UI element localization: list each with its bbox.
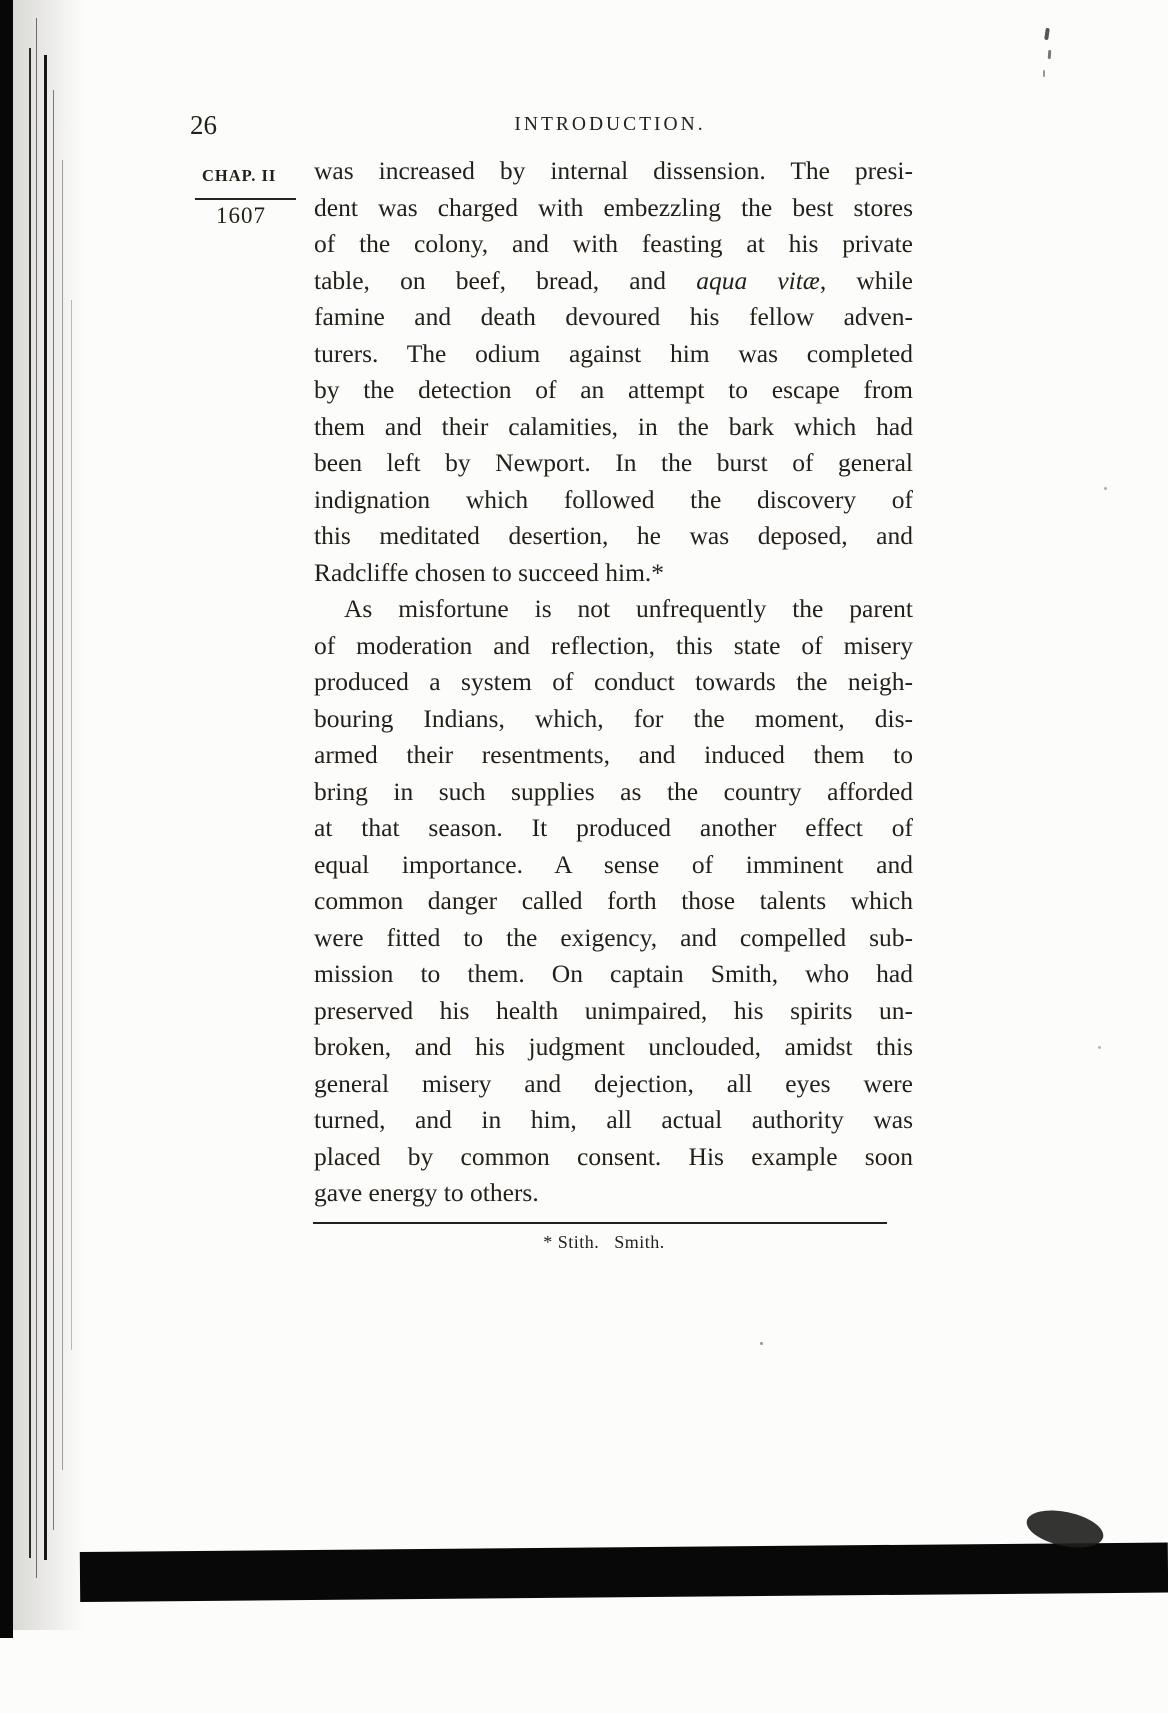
text-line: turned, and in him, all actual authority was bbox=[314, 1105, 913, 1134]
text-line: mission to them. On captain Smith, who had bbox=[314, 959, 913, 988]
scan-speck bbox=[1048, 50, 1052, 59]
text-line: gave energy to others. bbox=[314, 1178, 539, 1207]
binding-line bbox=[36, 18, 37, 1578]
text-line: produced a system of conduct towards the neigh- bbox=[314, 667, 913, 696]
text-line: preserved his health unimpaired, his spirits un- bbox=[314, 995, 913, 1025]
text-line: As misfortune is not unfrequently the parent bbox=[344, 594, 913, 623]
text-line: at that season. It produced another effect of bbox=[314, 813, 913, 842]
text-line: this meditated desertion, he was deposed, and bbox=[314, 521, 913, 550]
scan-left-edge-bar bbox=[0, 0, 13, 1638]
body-text bbox=[314, 153, 913, 1212]
text-line: placed by common consent. His example soon bbox=[314, 1141, 913, 1171]
footnote: * Stith. Smith. bbox=[543, 1232, 665, 1252]
text-line: famine and death devoured his fellow adven- bbox=[314, 302, 913, 331]
text-line: turers. The odium against him was completed bbox=[314, 338, 913, 368]
text-line: bring in such supplies as the country afforded bbox=[314, 776, 913, 806]
text-line: table, on beef, bread, and aqua vitæ, while bbox=[314, 265, 913, 295]
page-number: 26 bbox=[190, 110, 217, 140]
scan-bottom-bar bbox=[80, 1543, 1168, 1602]
paragraph-2 bbox=[314, 591, 913, 1212]
text-line: them and their calamities, in the bark which had bbox=[314, 411, 913, 441]
text-line: equal importance. A sense of imminent and bbox=[314, 849, 913, 879]
text-line: general misery and dejection, all eyes were bbox=[314, 1068, 913, 1098]
text-line: been left by Newport. In the burst of general bbox=[314, 448, 913, 477]
binding-line bbox=[62, 160, 63, 1470]
text-line: common danger called forth those talents which bbox=[314, 886, 913, 915]
text-line: broken, and his judgment unclouded, amidst this bbox=[314, 1032, 913, 1061]
text-line: indignation which followed the discovery of bbox=[314, 484, 913, 514]
text-line: bouring Indians, which, for the moment, dis- bbox=[314, 703, 913, 733]
scan-dot bbox=[1104, 487, 1107, 490]
margin-rule bbox=[195, 198, 296, 200]
footnote-rule bbox=[313, 1222, 887, 1224]
scan-speck bbox=[1043, 70, 1045, 77]
scan-dot bbox=[760, 1342, 763, 1345]
text-line: by the detection of an attempt to escape from bbox=[314, 375, 913, 404]
chapter-label: CHAP. II bbox=[202, 166, 277, 185]
year-label: 1607 bbox=[216, 203, 266, 228]
gutter-shadow bbox=[13, 0, 85, 1630]
binding-line bbox=[44, 55, 47, 1560]
text-line: dent was charged with embezzling the best stores bbox=[314, 192, 913, 222]
text-line: was increased by internal dissension. The presi- bbox=[314, 156, 913, 185]
text-line: of the colony, and with feasting at his private bbox=[314, 229, 913, 258]
scan-dot bbox=[1098, 1046, 1101, 1049]
text-line: of moderation and reflection, this state of misery bbox=[314, 630, 913, 660]
running-header: INTRODUCTION. bbox=[514, 114, 706, 135]
scan-speck bbox=[1044, 28, 1050, 40]
binding-line bbox=[71, 300, 72, 1350]
binding-line bbox=[29, 48, 31, 1558]
text-line: were fitted to the exigency, and compelled sub- bbox=[314, 922, 913, 952]
paragraph-1 bbox=[314, 153, 913, 591]
text-line: armed their resentments, and induced them to bbox=[314, 740, 913, 769]
text-line: Radcliffe chosen to succeed him.* bbox=[314, 557, 665, 587]
binding-line bbox=[53, 90, 54, 1530]
